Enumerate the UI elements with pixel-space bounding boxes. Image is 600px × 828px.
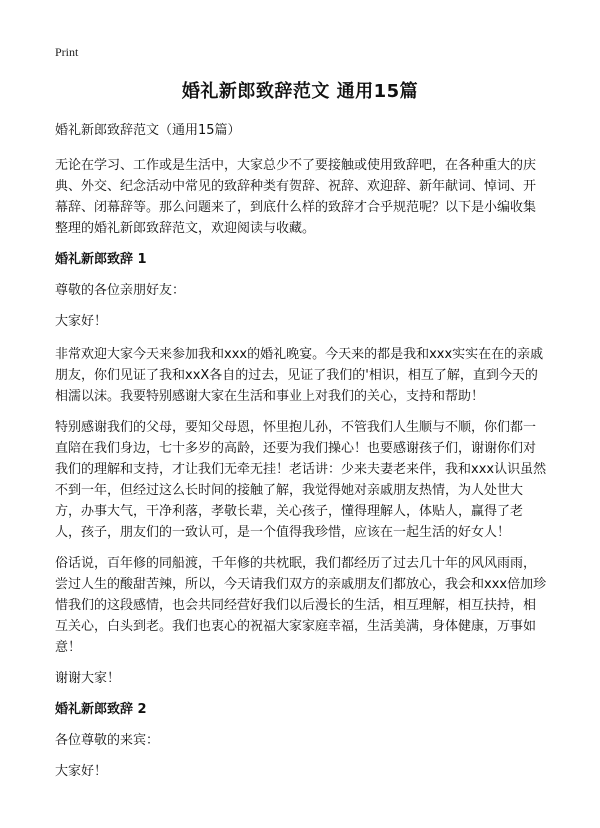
- section-heading-2: 婚礼新郎致辞 2: [55, 702, 147, 717]
- section-1-paragraph-1: 非常欢迎大家今天来参加我和xxx的婚礼晚宴。今天来的都是我和xxx实实在在的亲戚朋友，你们见证了我和xxX各自的过去，见证了我们的'相识，相互了解，直到今天的相濡以沫。我要特别感谢大家在生活和事业上对我们的关心，支持和帮助！: [55, 347, 544, 404]
- section-heading-1: 婚礼新郎致辞 1: [55, 252, 147, 267]
- document-body: [55, 120, 547, 794]
- greeting-1: 大家好！: [55, 314, 108, 329]
- greeting-2: 大家好！: [55, 764, 108, 779]
- page-title: 婚礼新郎致辞范文 通用15篇: [181, 81, 419, 102]
- section-1-paragraph-3: 俗话说，百年修的同船渡，千年修的共枕眠，我们都经历了过去几十年的风风雨雨，尝过人生的酸甜苦辣，所以，今天请我们双方的亲戚朋友们都放心，我会和xxx倍加珍惜我们的这段感情，也会共同经营好我们以后漫长的生活，相互理解，相互扶持，相互关心，白头到老。我们也衷心的祝福大家家庭幸福，生活美满，身体健康，万事如意！: [55, 556, 547, 655]
- print-label: Print: [55, 45, 79, 59]
- salutation-2: 各位尊敬的来宾：: [55, 733, 160, 748]
- section-1-paragraph-2: 特别感谢我们的父母，要知父母恩，怀里抱儿孙，不管我们人生顺与不顺，你们都一直陪在我们身边，七十多岁的高龄，还要为我们操心！也要感谢孩子们，谢谢你们对我们的理解和支持，才让我们无牵无挂！老话讲：少来夫妻老来伴，我和xxx认识虽然不到一年，但经过这么长时间的接触了解，我觉得她对亲戚朋友热情，为人处世大方，办事大气，干净利落，孝敬长辈，关心孩子，懂得理解人，体贴人，赢得了老人，孩子，朋友们的一致认可，是一个值得我珍惜，应该在一起生活的好女人！: [55, 420, 547, 540]
- closing-1: 谢谢大家！: [55, 671, 121, 686]
- document-subtitle: 婚礼新郎致辞范文（通用15篇）: [55, 123, 241, 138]
- salutation-1: 尊敬的各位亲朋好友：: [55, 283, 186, 298]
- intro-paragraph: 无论在学习、工作或是生活中，大家总少不了要接触或使用致辞吧，在各种重大的庆典、外交、纪念活动中常见的致辞种类有贺辞、祝辞、欢迎辞、新年献词、悼词、开幕辞、闭幕辞等。那么问题来了，到底什么样的致辞才合乎规范呢？以下是小编收集整理的婚礼新郎致辞范文，欢迎阅读与收藏。: [55, 158, 537, 236]
